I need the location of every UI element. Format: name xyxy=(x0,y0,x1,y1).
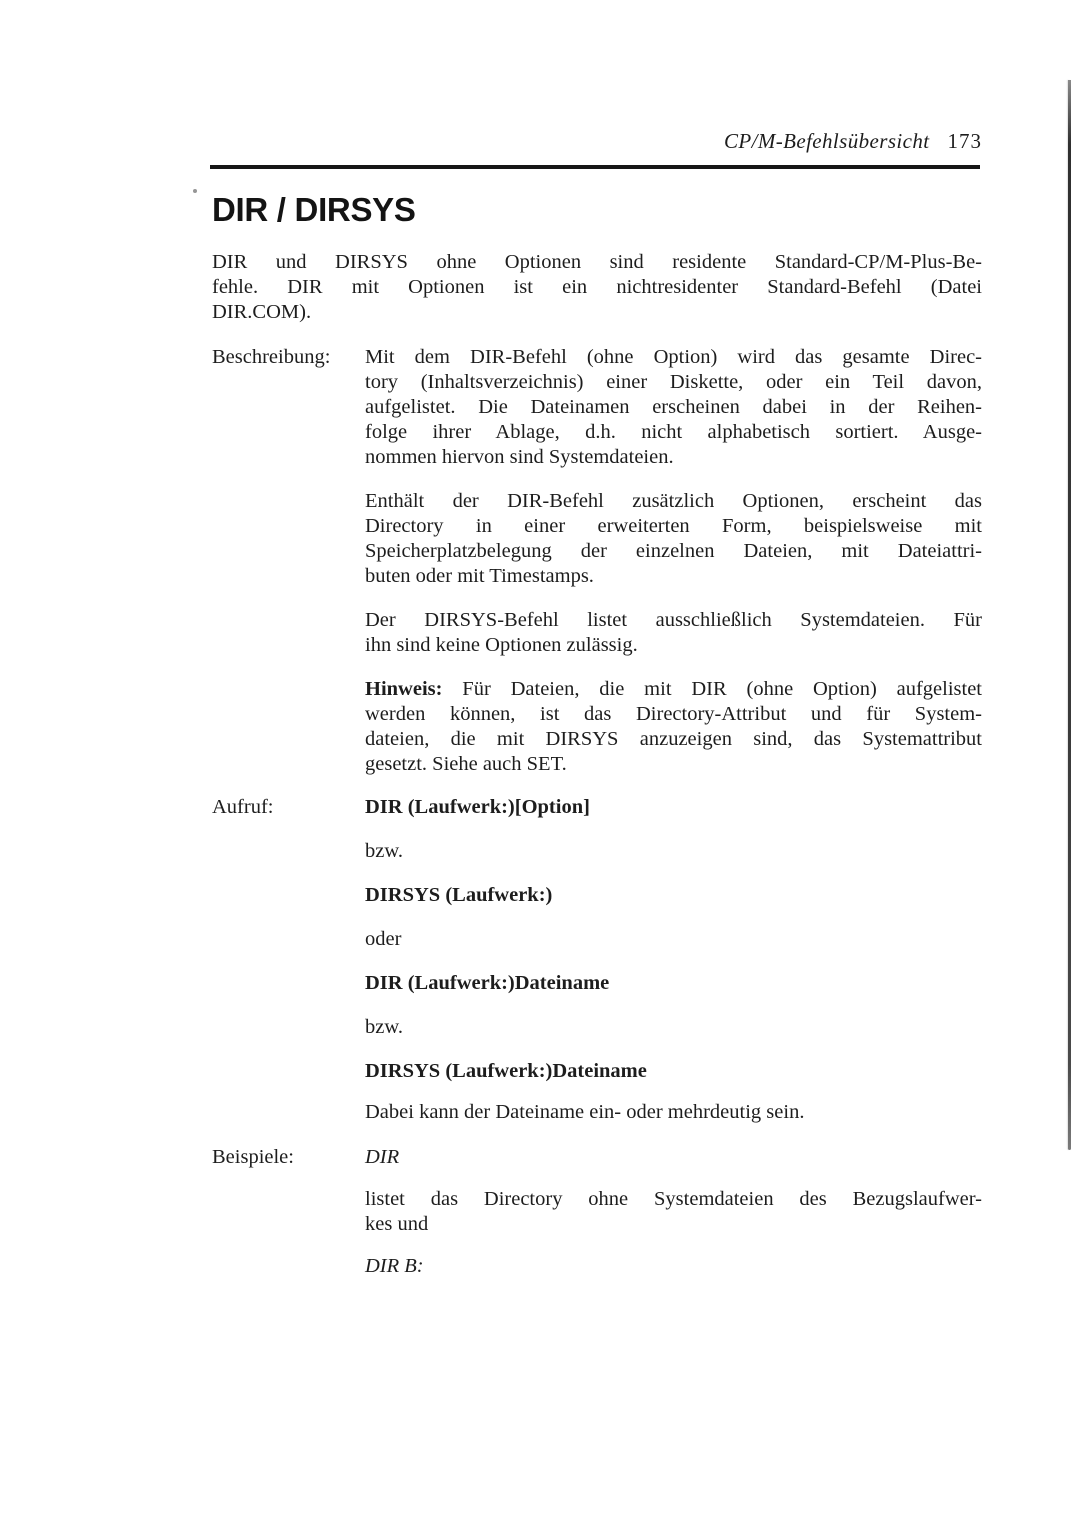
definition-row-aufruf xyxy=(212,795,982,1084)
hinweis-label: Hinweis: xyxy=(365,678,443,700)
syntax-line: DIR (Laufwerk:)[Option] xyxy=(365,796,590,818)
example-command: DIR B: xyxy=(365,1255,424,1277)
definition-body xyxy=(365,795,982,1084)
paragraph xyxy=(365,608,982,658)
definition-body xyxy=(365,345,982,777)
intro-paragraph xyxy=(212,250,982,325)
text-line: DIR und DIRSYS ohne Optionen sind residente Standard-CP/M-Plus-Be- xyxy=(212,251,982,273)
page-number: 173 xyxy=(947,129,982,153)
hinweis-text: Für Dateien, die mit DIR (ohne Option) aufgelistet xyxy=(442,678,982,700)
text-line: folge ihrer Ablage, d.h. nicht alphabetisch sortiert. Ausge- xyxy=(365,421,982,443)
text-line: Directory in einer erweiterten Form, beispielsweise mit xyxy=(365,515,982,537)
page-title: DIR / DIRSYS xyxy=(212,191,416,228)
running-header xyxy=(212,129,982,154)
definition-label: Beschreibung: xyxy=(212,346,331,368)
paragraph-hinweis xyxy=(365,677,982,777)
text-line: fehle. DIR mit Optionen ist ein nichtresidenter Standard-Befehl (Datei xyxy=(212,276,982,298)
example-description xyxy=(365,1187,982,1237)
definition-label: Beispiele: xyxy=(212,1146,294,1168)
text-line: Der DIRSYS-Befehl listet ausschließlich Systemdateien. Für xyxy=(365,609,982,631)
definition-body xyxy=(365,1145,982,1279)
syntax-connector: bzw. xyxy=(365,1016,403,1038)
text-line: werden können, ist das Directory-Attribut und für System- xyxy=(365,703,982,725)
scan-edge-artifact xyxy=(1068,80,1071,1150)
text-line: Enthält der DIR-Befehl zusätzlich Optionen, erscheint das xyxy=(365,490,982,512)
text-line xyxy=(365,677,982,702)
text-line: buten oder mit Timestamps. xyxy=(365,565,594,587)
header-rule xyxy=(210,165,980,169)
definition-label: Aufruf: xyxy=(212,796,274,818)
paragraph xyxy=(365,489,982,589)
text-line: aufgelistet. Die Dateinamen erscheinen dabei in der Reihen- xyxy=(365,396,982,418)
text-line: ihn sind keine Optionen zulässig. xyxy=(365,634,638,656)
definition-row-beschreibung xyxy=(212,345,982,777)
syntax-connector: bzw. xyxy=(365,840,403,862)
text-line: Speicherplatzbelegung der einzelnen Dateien, mit Dateiattri- xyxy=(365,540,982,562)
running-title: CP/M-Befehlsübersicht xyxy=(723,129,930,153)
text-line: dateien, die mit DIRSYS anzuzeigen sind, das Systemattribut xyxy=(365,728,982,750)
syntax-line: DIRSYS (Laufwerk:)Dateiname xyxy=(365,1060,647,1082)
syntax-line: DIR (Laufwerk:)Dateiname xyxy=(365,972,610,994)
syntax-line: DIRSYS (Laufwerk:) xyxy=(365,884,553,906)
text-line: listet das Directory ohne Systemdateien des Bezugslaufwer- xyxy=(365,1188,982,1210)
text-line: Mit dem DIR-Befehl (ohne Option) wird das gesamte Direc- xyxy=(365,346,982,368)
paragraph xyxy=(365,345,982,470)
text-line: tory (Inhaltsverzeichnis) einer Diskette, oder ein Teil davon, xyxy=(365,371,982,393)
text-line: kes und xyxy=(365,1213,429,1235)
text-line: DIR.COM). xyxy=(212,301,312,323)
text-line: gesetzt. Siehe auch SET. xyxy=(365,753,567,775)
definition-row-beispiele xyxy=(212,1145,982,1279)
example-command: DIR xyxy=(365,1146,400,1168)
syntax-connector: oder xyxy=(365,928,402,950)
text-line: nommen hiervon sind Systemdateien. xyxy=(365,446,674,468)
aufruf-note: Dabei kann der Dateiname ein- oder mehrdeutig sein. xyxy=(365,1101,805,1123)
ink-dot-artifact xyxy=(193,189,197,193)
